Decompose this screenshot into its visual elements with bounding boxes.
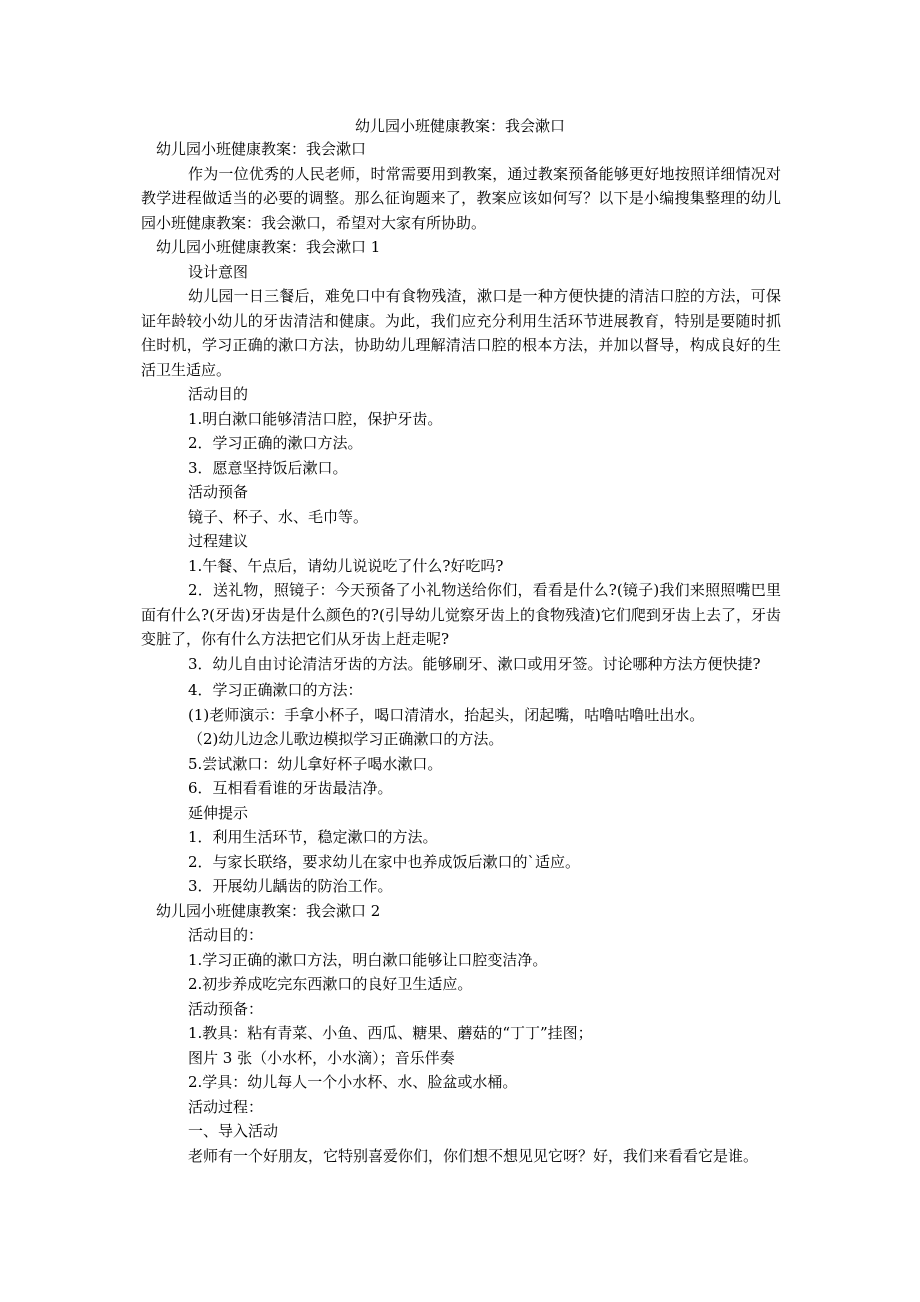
section2-heading: 幼儿园小班健康教案：我会漱口 2 [156,901,381,920]
section1-heading: 幼儿园小班健康教案：我会漱口 1 [156,238,381,256]
process-item: （2)幼儿边念儿歌边模拟学习正确漱口的方法。 [188,730,504,748]
goal-item: 1.学习正确的漱口方法，明白漱口能够让口腔变洁净。 [188,950,548,969]
process-heading: 过程建议 [188,532,249,550]
step1-text: 老师有一个好朋友，它特别喜爱你们，你们想不想见见它呀？好，我们来看看它是谁。 [188,1146,759,1165]
page-title: 幼儿园小班健康教案：我会漱口 [354,117,565,135]
extension-item: 3．开展幼儿龋齿的防治工作。 [188,877,393,895]
goal-item: 3．愿意坚持饭后漱口。 [188,458,348,477]
step1-heading: 一、导入活动 [188,1122,279,1140]
prep-heading: 活动预备 [188,483,249,501]
intro-paragraph: 作为一位优秀的人民老师，时常需要用到教案，通过教案预备能够更好地按照详细情况对教学进程做适当的必要的调整。那么征询题来了，教案应该如何写？以下是小编搜集整理的幼儿园小班健康教案：我会漱口，希望对大家有所协助。 [141,164,781,232]
process-item: 6．互相看看谁的牙齿最洁净。 [188,779,393,797]
extension-heading: 延伸提示 [188,803,249,822]
process-item: 4．学习正确漱口的方法： [188,681,363,699]
process-item: (1)老师演示：手拿小杯子，喝口清清水，抬起头，闭起嘴，咕噜咕噜吐出水。 [188,705,705,724]
prep-item: 1.教具：粘有青菜、小鱼、西瓜、糖果、蘑菇的“丁丁”挂图； [188,1024,593,1042]
goal-item: 2.初步养成吃完东西漱口的良好卫生适应。 [188,975,473,993]
extension-item: 2．与家长联络，要求幼儿在家中也养成饭后漱口的`适应。 [188,852,581,871]
process-item: 5.尝试漱口：幼儿拿好杯子喝水漱口。 [188,754,443,773]
process-item: 1.午餐、午点后，请幼儿说说吃了什么?好吃吗? [188,556,504,575]
prep-text: 镜子、杯子、水、毛巾等。 [188,507,369,526]
subtitle: 幼儿园小班健康教案：我会漱口 [156,140,367,158]
goal-item: 1.明白漱口能够清洁口腔，保护牙齿。 [188,409,443,428]
prep-heading-2: 活动预备： [188,999,264,1018]
process-item: 2．送礼物，照镜子：今天预备了小礼物送给你们，看看是什么?(镜子)我们来照照嘴巴里面有什么?(牙齿)牙齿是什么颜色的?(引导幼儿觉察牙齿上的食物残渣)它们爬到牙齿上去了，牙齿变脏了，你有什么方法把它们从牙齿上赶走呢? [141,581,781,648]
design-heading: 设计意图 [188,262,249,281]
goal-item: 2．学习正确的漱口方法。 [188,434,363,452]
prep-item: 图片 3 张（小水杯，小水滴）；音乐伴奏 [188,1048,455,1067]
prep-item: 2.学具：幼儿每人一个小水杯、水、脸盆或水桶。 [188,1073,518,1091]
goal-heading-2: 活动目的： [188,926,264,944]
extension-item: 1．利用生活环节，稳定漱口的方法。 [188,828,438,846]
design-paragraph: 幼儿园一日三餐后，难免口中有食物残渣，漱口是一种方便快捷的清洁口腔的方法，可保证年龄较小幼儿的牙齿清洁和健康。为此，我们应充分利用生活环节进展教育，特别是要随时抓住时机，学习正确的漱口方法，协助幼儿理解清洁口腔的根本方法，并加以督导，构成良好的生活卫生适应。 [141,287,781,379]
document-body [141,137,781,1168]
process-item: 3．幼儿自由讨论清洁牙齿的方法。能够刷牙、漱口或用牙签。讨论哪种方法方便快捷? [188,654,761,673]
process-heading-2: 活动过程： [188,1097,264,1116]
goal-heading: 活动目的 [188,385,249,403]
